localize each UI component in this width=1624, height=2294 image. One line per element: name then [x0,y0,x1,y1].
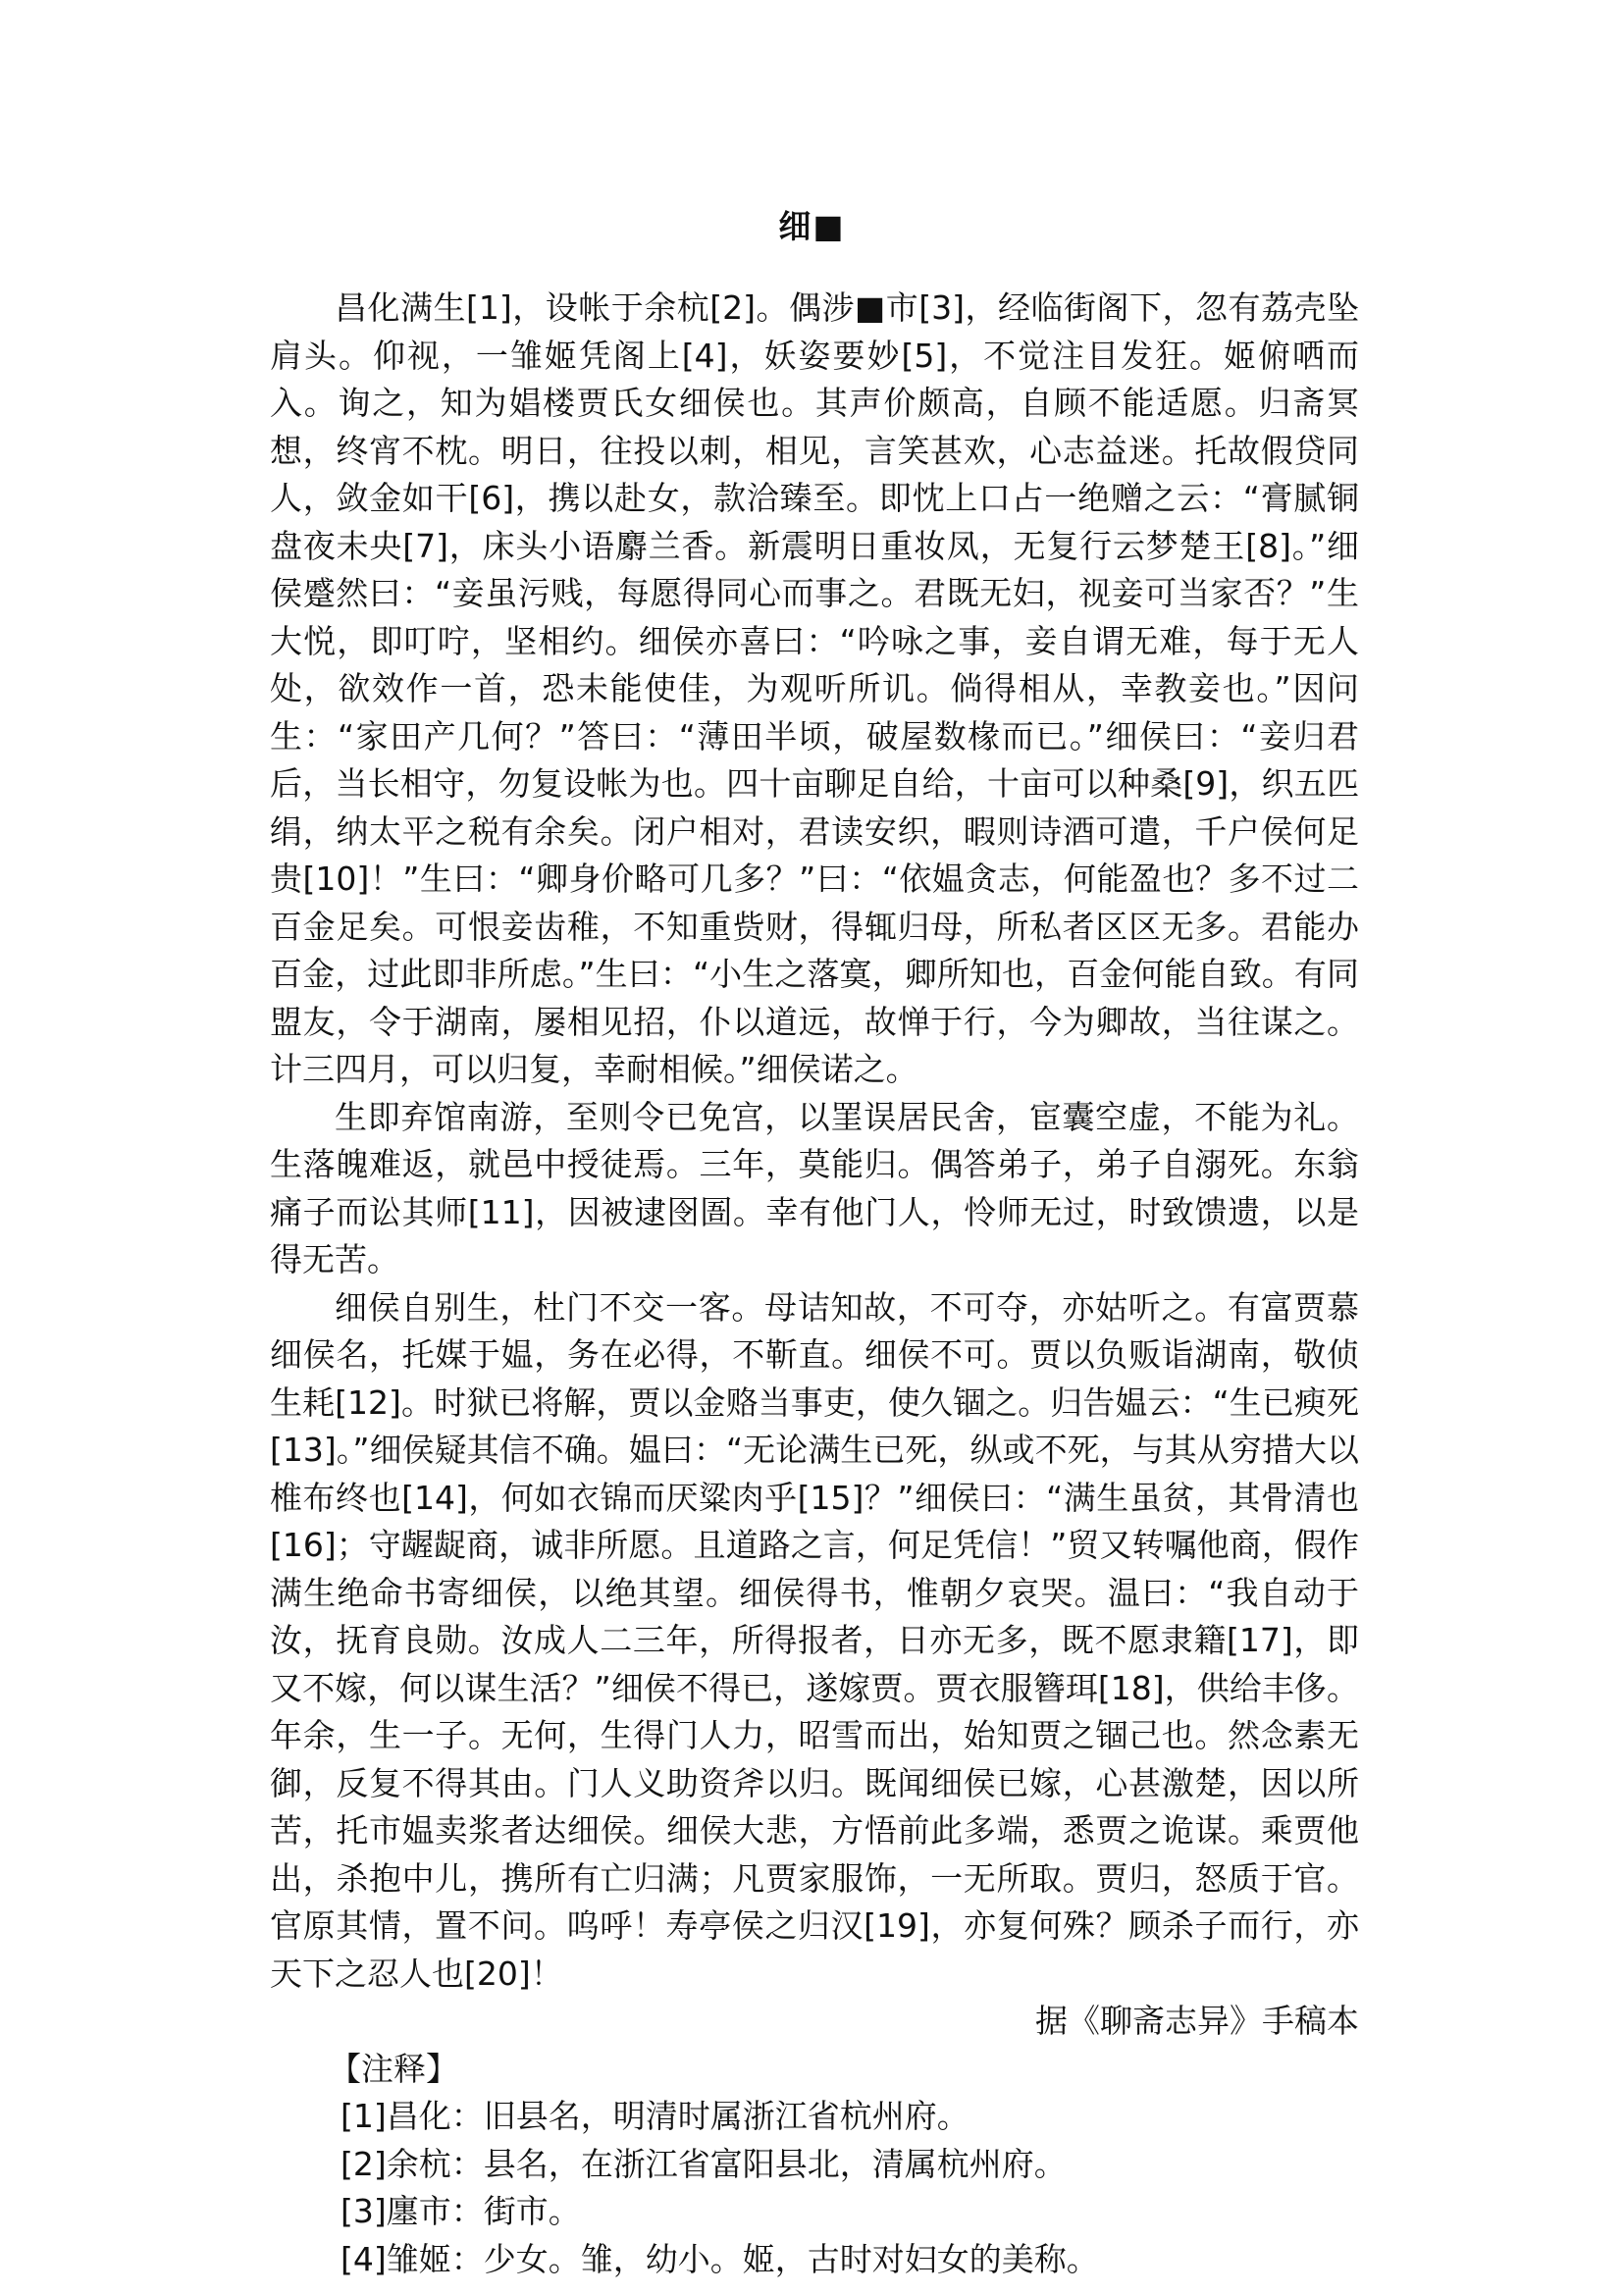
document-body [270,285,1359,2283]
notes-heading: 【注释】 [329,2049,458,2088]
note-item: [4]雏姬：少女。雏，幼小。姬，古时对妇女的美称。 [341,2239,1099,2278]
paragraph-1: 昌化满生[1]，设帐于余杭[2]。偶涉■市[3]，经临街阁下，忽有荔壳坠肩头。仰视，一雏姬凭阁上[4]，妖姿要妙[5]，不觉注目发狂。姬俯哂而入。询之，知为娼楼贾氏女细侯也。其声价颇高，自顾不能适愿。归斋冥想，终宵不枕。明日，往投以刺，相见，言笑甚欢，心志益迷。托故假贷同人，敛金如干[6]，携以赴女，款洽臻至。即忱上口占一绝赠之云：“膏腻铜盘夜未央[7]，床头小语麝兰香。新震明日重妆凤，无复行云梦楚王[8]。”细侯蹙然曰：“妾虽污贱，每愿得同心而事之。君既无妇，视妾可当家否？”生大悦，即叮咛，坚相约。细侯亦喜曰：“吟咏之事，妾自谓无难，每于无人处，欲效作一首，恐未能使佳，为观听所讥。倘得相从，幸教妾也。”因问生：“家田产几何？”答曰：“薄田半顷，破屋数椽而已。”细侯曰：“妾归君后，当长相守，勿复设帐为也。四十亩聊足自给，十亩可以种桑[9]，织五匹绢，纳太平之税有余矣。闭户相对，君读安织，暇则诗酒可遣，千户侯何足贵[10]！”生曰：“卿身价略可几多？”曰：“依媪贪志，何能盈也？多不过二百金足矣。可恨妾齿稚，不知重赀财，得辄归母，所私者区区无多。君能办百金，过此即非所虑。”生曰：“小生之落寞，卿所知也，百金何能自致。有同盟友，令于湖南，屡相见招，仆以道远，故惮于行，今为卿故，当往谋之。计三四月，可以归复，幸耐相候。”细侯诺之。 [270,288,1359,1088]
document-title: 细■ [778,207,846,245]
source-citation: 据《聊斋志异》手稿本 [1035,2002,1359,2040]
note-item: [3]廛市：街市。 [341,2192,581,2230]
note-item: [1]昌化：旧县名，明清时属浙江省杭州府。 [341,2097,969,2135]
paragraph-2: 生即弃馆南游，至则令已免宫，以罣误居民舍，宦囊空虚，不能为礼。生落魄难返，就邑中授徒焉。三年，莫能归。偶答弟子，弟子自溺死。东翁痛子而讼其师[11]，因被逮囹圄。幸有他门人，怜师无过，时致馈遗，以是得无苦。 [270,1097,1359,1278]
paragraph-3: 细侯自别生，杜门不交一客。母诘知故，不可夺，亦姑听之。有富贾慕细侯名，托媒于媪，务在必得，不靳直。细侯不可。贾以负贩诣湖南，敬侦生耗[12]。时狱已将解，贾以金赂当事吏，使久锢之。归告媪云：“生已瘐死[13]。”细侯疑其信不确。媪曰：“无论满生已死，纵或不死，与其从穷措大以椎布终也[14]，何如衣锦而厌粱肉乎[15]？”细侯曰：“满生虽贫，其骨清也[16]；守龌龊商，诚非所愿。且道路之言，何足凭信！”贸又转嘱他商，假作满生绝命书寄细侯，以绝其望。细侯得书，惟朝夕哀哭。温曰：“我自动于汝，抚育良勋。汝成人二三年，所得报者，日亦无多，既不愿隶籍[17]，即又不嫁，何以谋生活？”细侯不得已，遂嫁贾。贾衣服簪珥[18]，供给丰侈。年余，生一子。无何，生得门人力，昭雪而出，始知贾之锢己也。然念素无御，反复不得其由。门人义助资斧以归。既闻细侯已嫁，心甚激楚，因以所苦，托市媪卖浆者达细侯。细侯大悲，方悟前此多端，悉贾之诡谋。乘贾他出，杀抱中儿，携所有亡归满；凡贾家服饰，一无所取。贾归，怒质于官。官原其情，置不问。呜呼！寿亭侯之归汉[19]，亦复何殊？顾杀子而行，亦天下之忍人也[20]！ [270,1287,1359,1993]
note-item: [2]余杭：县名，在浙江省富阳县北，清属杭州府。 [341,2144,1067,2183]
